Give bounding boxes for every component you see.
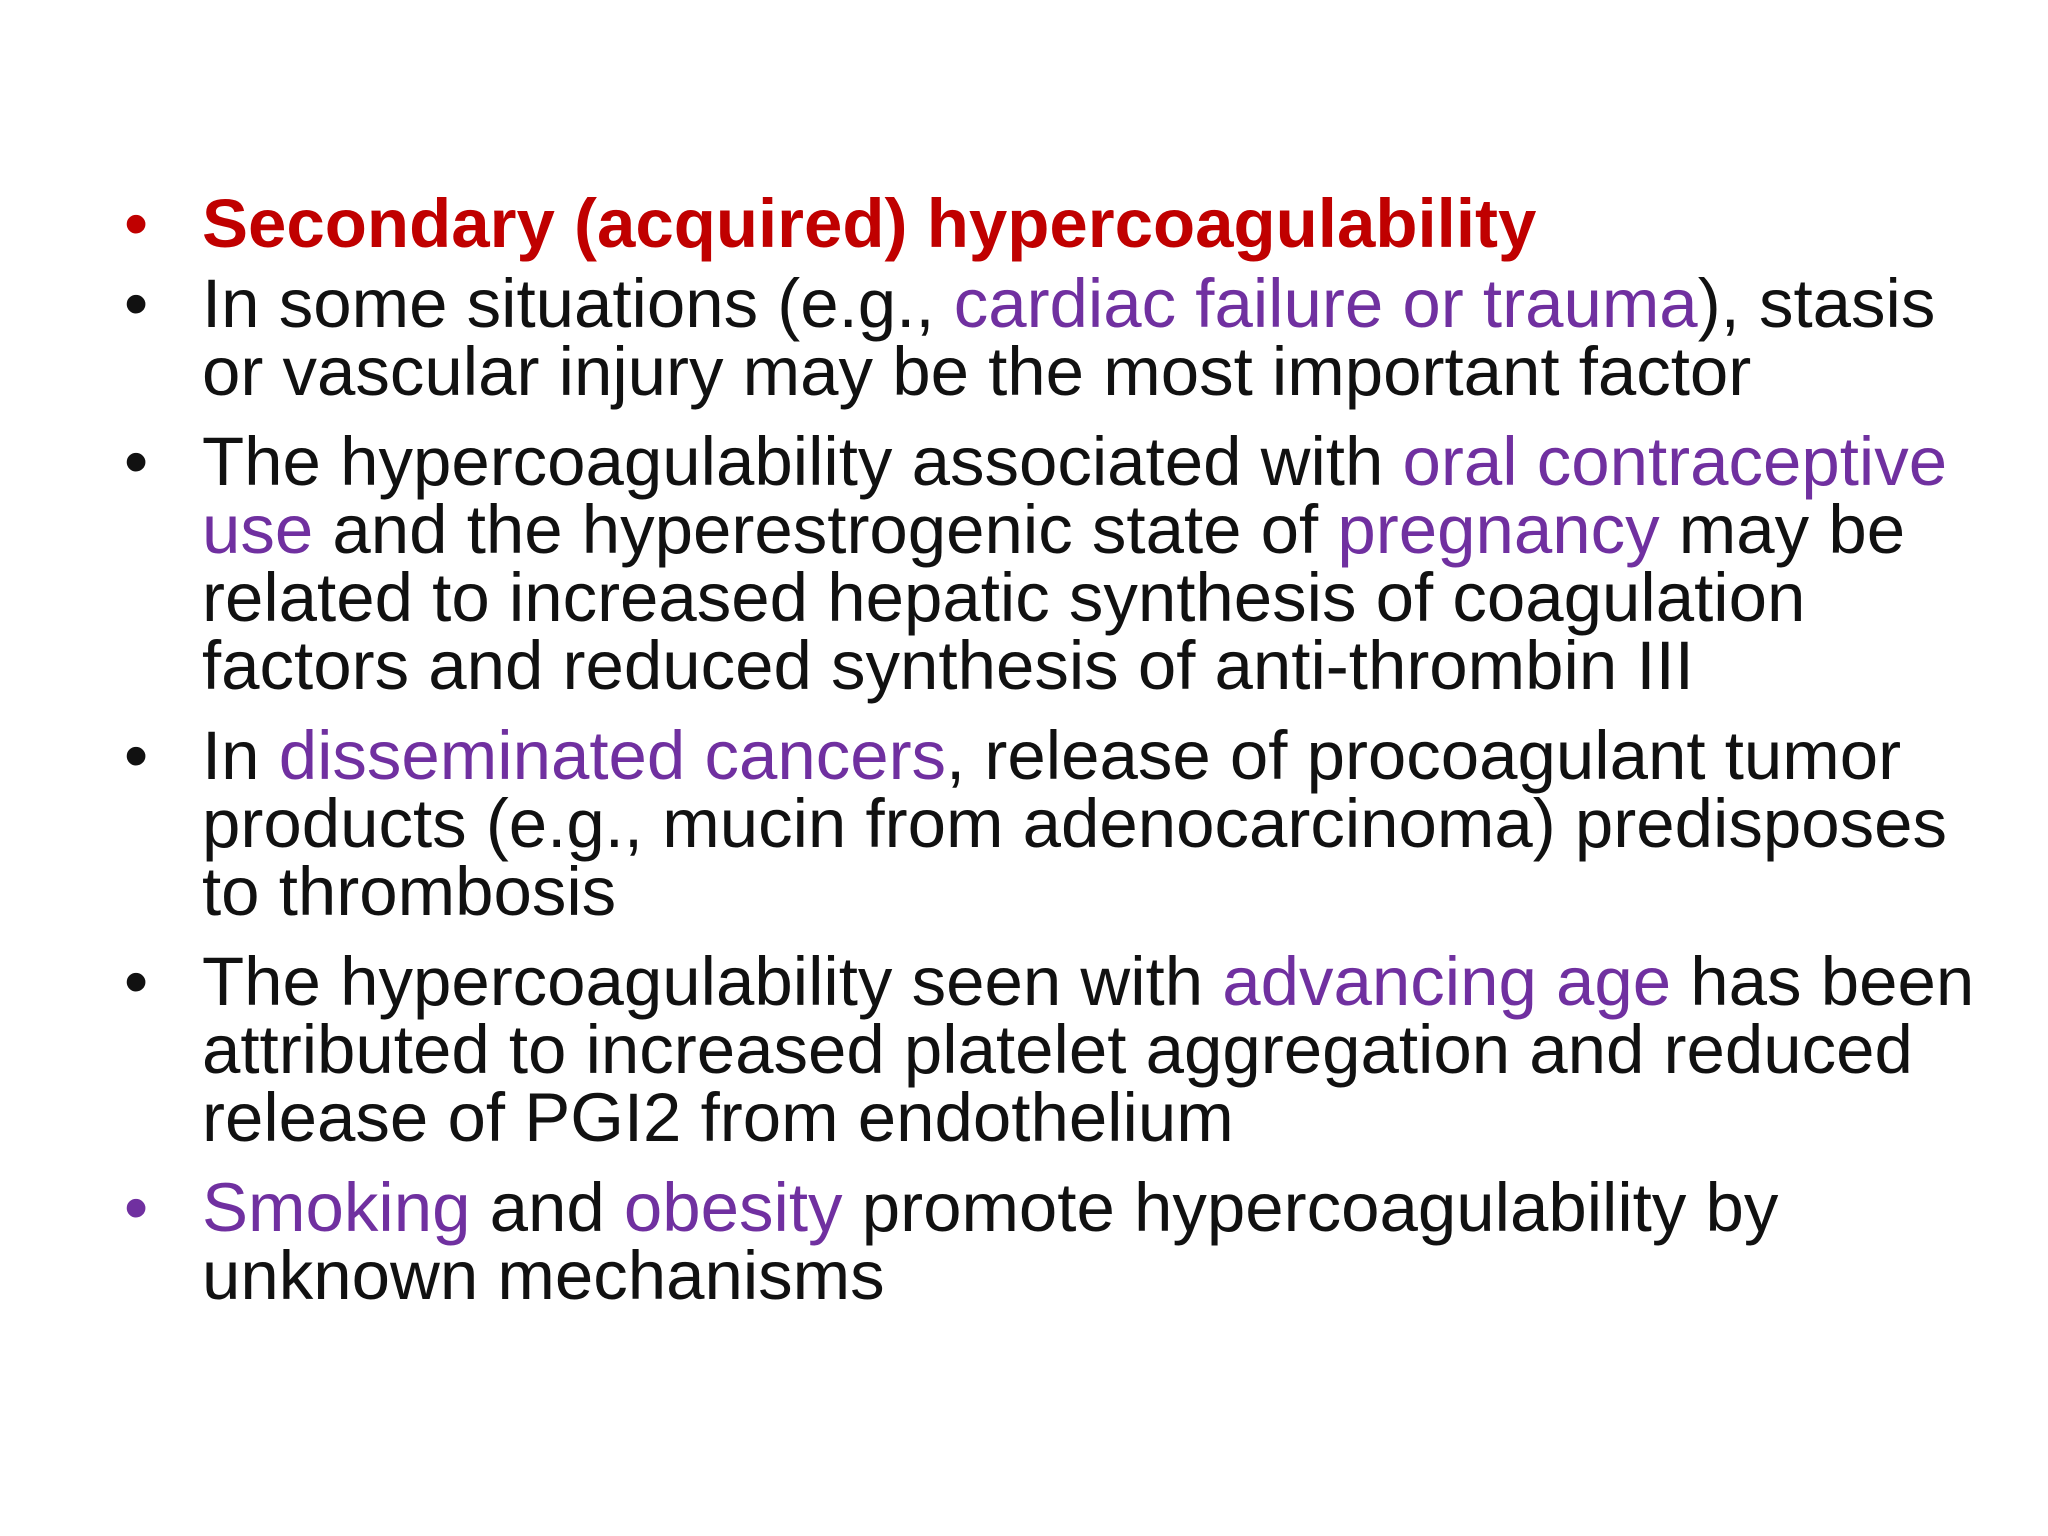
highlight-term: pregnancy xyxy=(1337,491,1660,568)
bullet-text: and the hyperestrogenic state of xyxy=(313,491,1338,568)
heading-text: Secondary (acquired) hypercoagulability xyxy=(202,185,1537,262)
bullet-dot-icon: • xyxy=(124,185,149,262)
bullet-advancing-age xyxy=(120,943,1990,1156)
highlight-term: obesity xyxy=(623,1169,843,1246)
bullet-dot-icon: • xyxy=(124,1169,149,1246)
bullet-text: In some situations (e.g., xyxy=(202,265,954,342)
bullet-dot-icon: • xyxy=(124,943,149,1020)
highlight-term: advancing age xyxy=(1222,943,1672,1020)
bullet-text: , release of procoagulant tumor products (e.g., mucin from adenocarcinoma) predisposes to thrombosis xyxy=(202,717,1947,930)
bullet-oral-contraceptive xyxy=(120,423,1990,704)
highlight-term: Smoking xyxy=(202,1169,471,1246)
bullet-text: and xyxy=(470,1169,624,1246)
bullet-text: The hypercoagulability associated with xyxy=(202,423,1403,500)
bullet-dot-icon: • xyxy=(124,717,149,794)
bullet-text: may be related to increased hepatic synthesis of coagulation factors and reduced synthesis of anti-thrombin III xyxy=(202,491,1906,704)
bullet-text: The hypercoagulability seen with xyxy=(202,943,1223,1020)
bullet-smoking-obesity xyxy=(120,1169,1990,1314)
bullet-cardiac-failure xyxy=(120,265,1990,410)
bullet-dot-icon: • xyxy=(124,265,149,342)
bullet-text: promote hypercoagulability by unknown mechanisms xyxy=(202,1169,1779,1314)
highlight-term: disseminated cancers xyxy=(278,717,947,794)
bullet-text: In xyxy=(202,717,279,794)
bullet-dot-icon: • xyxy=(124,423,149,500)
highlight-term: oral contraceptive use xyxy=(202,423,1948,568)
bullet-list xyxy=(120,185,1990,1332)
highlight-term: cardiac failure or trauma xyxy=(953,265,1698,342)
bullet-text: ), stasis or vascular injury may be the most important factor xyxy=(202,265,1936,410)
bullet-text: has been attributed to increased platelet aggregation and reduced release of PGI2 from endothelium xyxy=(202,943,1975,1156)
bullet-disseminated-cancers xyxy=(120,717,1990,930)
bullet-heading xyxy=(120,185,1990,262)
